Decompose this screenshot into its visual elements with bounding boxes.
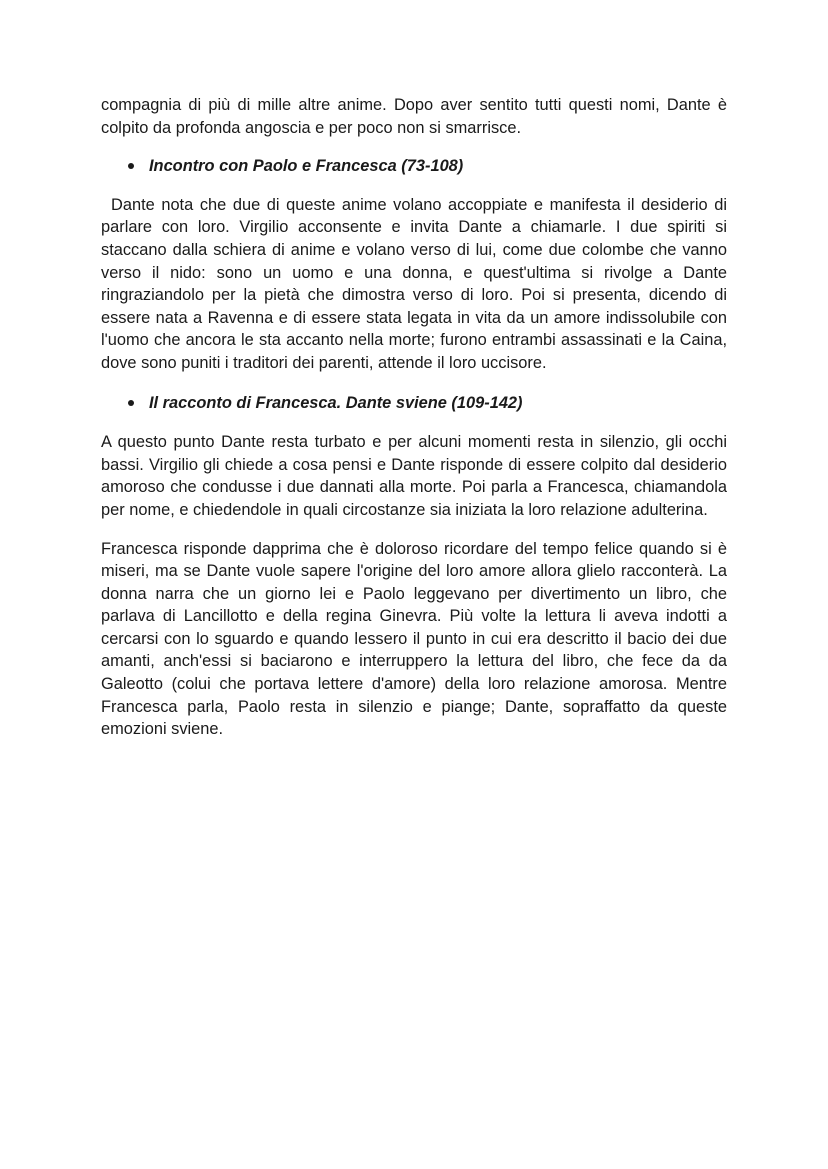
section1-paragraph: Dante nota che due di queste anime volano accoppiate e manifesta il desiderio di parlare con loro. Virgilio acconsente e invita Dante a chiamarle. I due spiriti si staccano dalla schiera di anime e volano verso di lui, come due colombe che vanno verso il nido: sono un uomo e una donna, e quest'ultima si rivolge a Dante ringraziandolo per la pietà che dimostra verso di loro. Poi si presenta, dicendo di essere nata a Ravenna e di essere stata legata in vita da un amore indissolubile con l'uomo che ancora le sta accanto nella morte; furono entrambi assassinati e la Caina, dove sono puniti i traditori dei parenti, attende il loro uccisore.	[101, 195, 727, 372]
section-heading-incontro	[101, 155, 727, 178]
intro-paragraph: compagnia di più di mille altre anime. Dopo aver sentito tutti questi nomi, Dante è colpito da profonda angoscia e per poco non si smarrisce.	[101, 96, 727, 137]
document-page	[101, 94, 727, 741]
section-heading-text: Incontro con Paolo e Francesca (73-108)	[149, 157, 464, 176]
section-heading-text: Il racconto di Francesca. Dante sviene (109-142)	[149, 393, 523, 412]
section-heading-racconto	[101, 392, 727, 415]
section2-paragraph-1: A questo punto Dante resta turbato e per alcuni momenti resta in silenzio, gli occhi bassi. Virgilio gli chiede a cosa pensi e Dante risponde di essere colpito dal desiderio amoroso che condusse i due dannati alla morte. Poi parla a Francesca, chiamandola per nome, e chiedendole in quali circostanze sia iniziata la loro relazione adulterina.	[101, 433, 727, 519]
bullet-icon	[128, 163, 134, 169]
section2-paragraph-2: Francesca risponde dapprima che è doloroso ricordare del tempo felice quando si è miseri, ma se Dante vuole sapere l'origine del loro amore allora glielo racconterà. La donna narra che un giorno lei e Paolo leggevano per divertimento un libro, che parlava di Lancillotto e della regina Ginevra. Più volte la lettura li aveva indotti a cercarsi con lo sguardo e quando lessero il punto in cui era descritto il bacio dei due amanti, anch'essi si baciarono e interruppero la lettura del libro, che fece da da Galeotto (colui che portava lettere d'amore) della loro relazione amorosa. Mentre Francesca parla, Paolo resta in silenzio e piange; Dante, sopraffatto da queste emozioni sviene.	[101, 539, 727, 739]
bullet-icon	[128, 400, 134, 406]
